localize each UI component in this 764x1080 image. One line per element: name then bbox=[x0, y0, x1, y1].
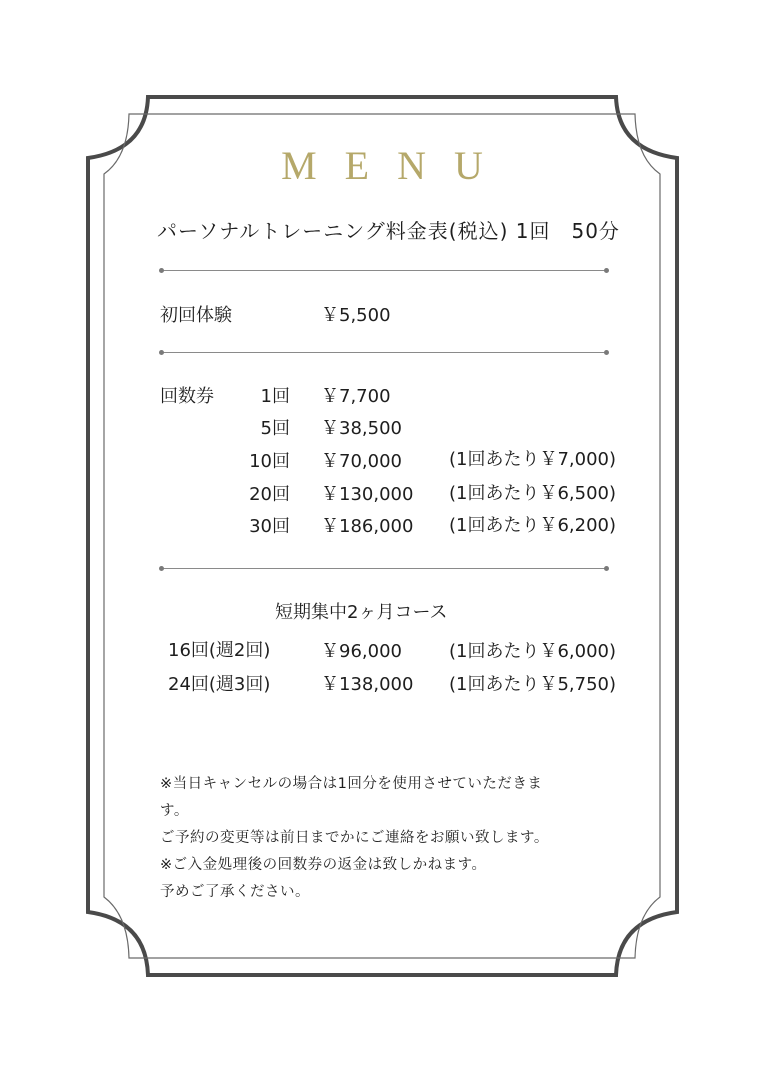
divider-1 bbox=[161, 270, 607, 271]
ticket-count: 30回 bbox=[249, 516, 290, 537]
ticket-price: ￥7,700 bbox=[321, 386, 391, 407]
ticket-price: ￥130,000 bbox=[321, 484, 414, 505]
course-per-session: (1回あたり￥5,750) bbox=[449, 674, 617, 695]
note-line: 予めご了承ください。 bbox=[160, 884, 310, 900]
ticket-price: ￥186,000 bbox=[321, 516, 414, 537]
ticket-price: ￥70,000 bbox=[321, 451, 402, 472]
course-count: 24回(週3回) bbox=[168, 674, 271, 695]
divider-3 bbox=[161, 568, 607, 569]
ticket-count: 5回 bbox=[260, 418, 290, 439]
trial-label: 初回体験 bbox=[160, 305, 232, 326]
course-price: ￥96,000 bbox=[321, 641, 402, 662]
trial-price: ￥5,500 bbox=[321, 305, 391, 326]
ticket-price: ￥38,500 bbox=[321, 418, 402, 439]
ticket-per-session: (1回あたり￥7,000) bbox=[449, 449, 617, 470]
menu-title: MENU bbox=[281, 143, 511, 188]
course-per-session: (1回あたり￥6,000) bbox=[449, 641, 617, 662]
course-heading: 短期集中2ヶ月コース bbox=[275, 602, 448, 623]
note-line: ご予約の変更等は前日までかにご連絡をお願い致します。 bbox=[160, 830, 549, 846]
ticket-count: 20回 bbox=[249, 484, 290, 505]
ticket-per-session: (1回あたり￥6,500) bbox=[449, 483, 617, 504]
tickets-label: 回数券 bbox=[160, 386, 214, 407]
note-line: ※ご入金処理後の回数券の返金は致しかねます。 bbox=[160, 857, 487, 873]
course-count: 16回(週2回) bbox=[168, 640, 271, 661]
ticket-count: 1回 bbox=[260, 386, 290, 407]
note-line: ※当日キャンセルの場合は1回分を使用させていただきま bbox=[160, 776, 543, 792]
course-price: ￥138,000 bbox=[321, 674, 414, 695]
note-line: す。 bbox=[160, 803, 189, 819]
menu-subtitle: パーソナルトレーニング料金表(税込) 1回 50分 bbox=[157, 219, 620, 243]
ticket-count: 10回 bbox=[249, 451, 290, 472]
ticket-per-session: (1回あたり￥6,200) bbox=[449, 515, 617, 536]
divider-2 bbox=[161, 352, 607, 353]
